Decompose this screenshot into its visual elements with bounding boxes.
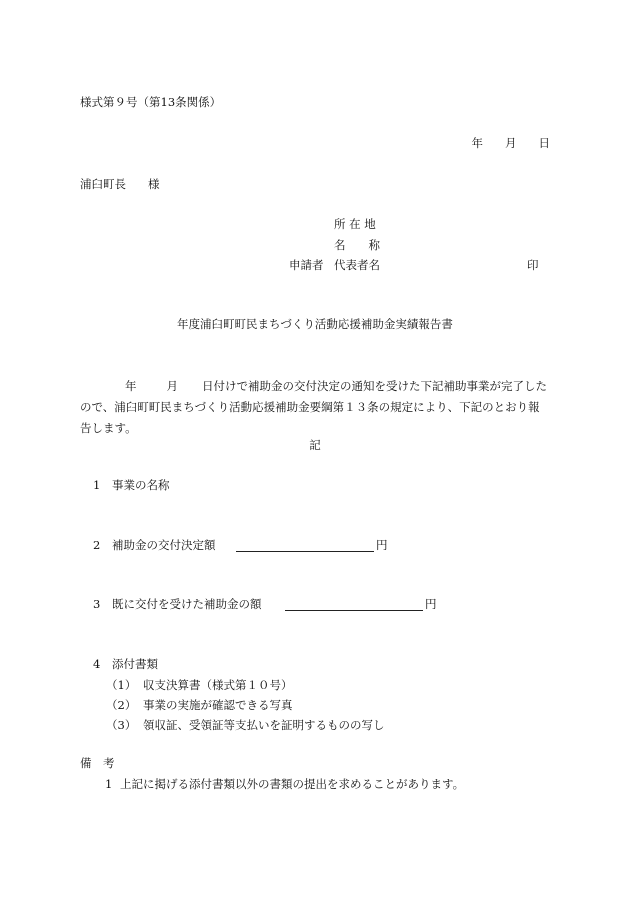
representative-label: 代表者名 <box>334 258 380 272</box>
document-title: 年度浦臼町町民まちづくり活動応援補助金実績報告書 <box>177 317 453 331</box>
item-3-unit: 円 <box>425 597 437 611</box>
addressee-name: 浦臼町長 <box>80 177 126 191</box>
note-1-number: 1 <box>105 777 113 791</box>
attachment-1-text: 収支決算書（様式第１０号） <box>143 678 293 692</box>
address-label: 所 在 地 <box>334 217 376 231</box>
item-3-number: 3 <box>93 597 101 611</box>
item-2-label: 補助金の交付決定額 <box>112 538 216 552</box>
date-line <box>450 138 551 150</box>
item-4-label: 添付書類 <box>112 657 158 671</box>
name-label: 名 称 <box>334 238 380 252</box>
attachment-2-number: （2） <box>106 698 137 712</box>
decision-amount-field[interactable] <box>236 551 374 552</box>
addressee-honorific: 様 <box>148 177 160 191</box>
date-year: 年 <box>471 136 483 150</box>
body-text-1: 日付けで補助金の交付決定の通知を受けた下記補助事業が完了した <box>202 379 547 393</box>
date-month: 月 <box>505 136 517 150</box>
addressee <box>80 179 160 191</box>
attachment-3-number: （3） <box>106 718 137 732</box>
received-amount-field[interactable] <box>285 610 423 611</box>
body-text-2: ので、浦臼町町民まちづくり活動応援補助金要綱第１３条の規定により、下記のとおり報 <box>80 400 540 414</box>
item-1-number: 1 <box>93 478 101 492</box>
body-year: 年 <box>125 379 137 393</box>
form-number: 様式第９号（第13条関係） <box>80 95 222 109</box>
report-body <box>80 376 553 439</box>
note-1-text: 上記に掲げる添付書類以外の書類の提出を求めることがあります。 <box>120 777 465 791</box>
body-text-3: 告します。 <box>80 421 137 435</box>
item-3-label: 既に交付を受けた補助金の額 <box>112 597 262 611</box>
seal-mark: 印 <box>527 258 539 272</box>
attachment-1-number: （1） <box>106 678 137 692</box>
notes-heading: 備 考 <box>80 756 115 770</box>
attachment-2-text: 事業の実施が確認できる写真 <box>143 698 293 712</box>
applicant-label: 申請者 <box>289 258 324 272</box>
item-1-label: 事業の名称 <box>112 478 170 492</box>
body-month: 月 <box>166 379 178 393</box>
item-4-number: 4 <box>93 657 101 671</box>
item-2-unit: 円 <box>376 538 388 552</box>
ki-heading: 記 <box>309 438 321 452</box>
attachment-3-text: 領収証、受領証等支払いを証明するものの写し <box>143 718 385 732</box>
item-2-number: 2 <box>93 538 101 552</box>
date-day: 日 <box>538 136 550 150</box>
